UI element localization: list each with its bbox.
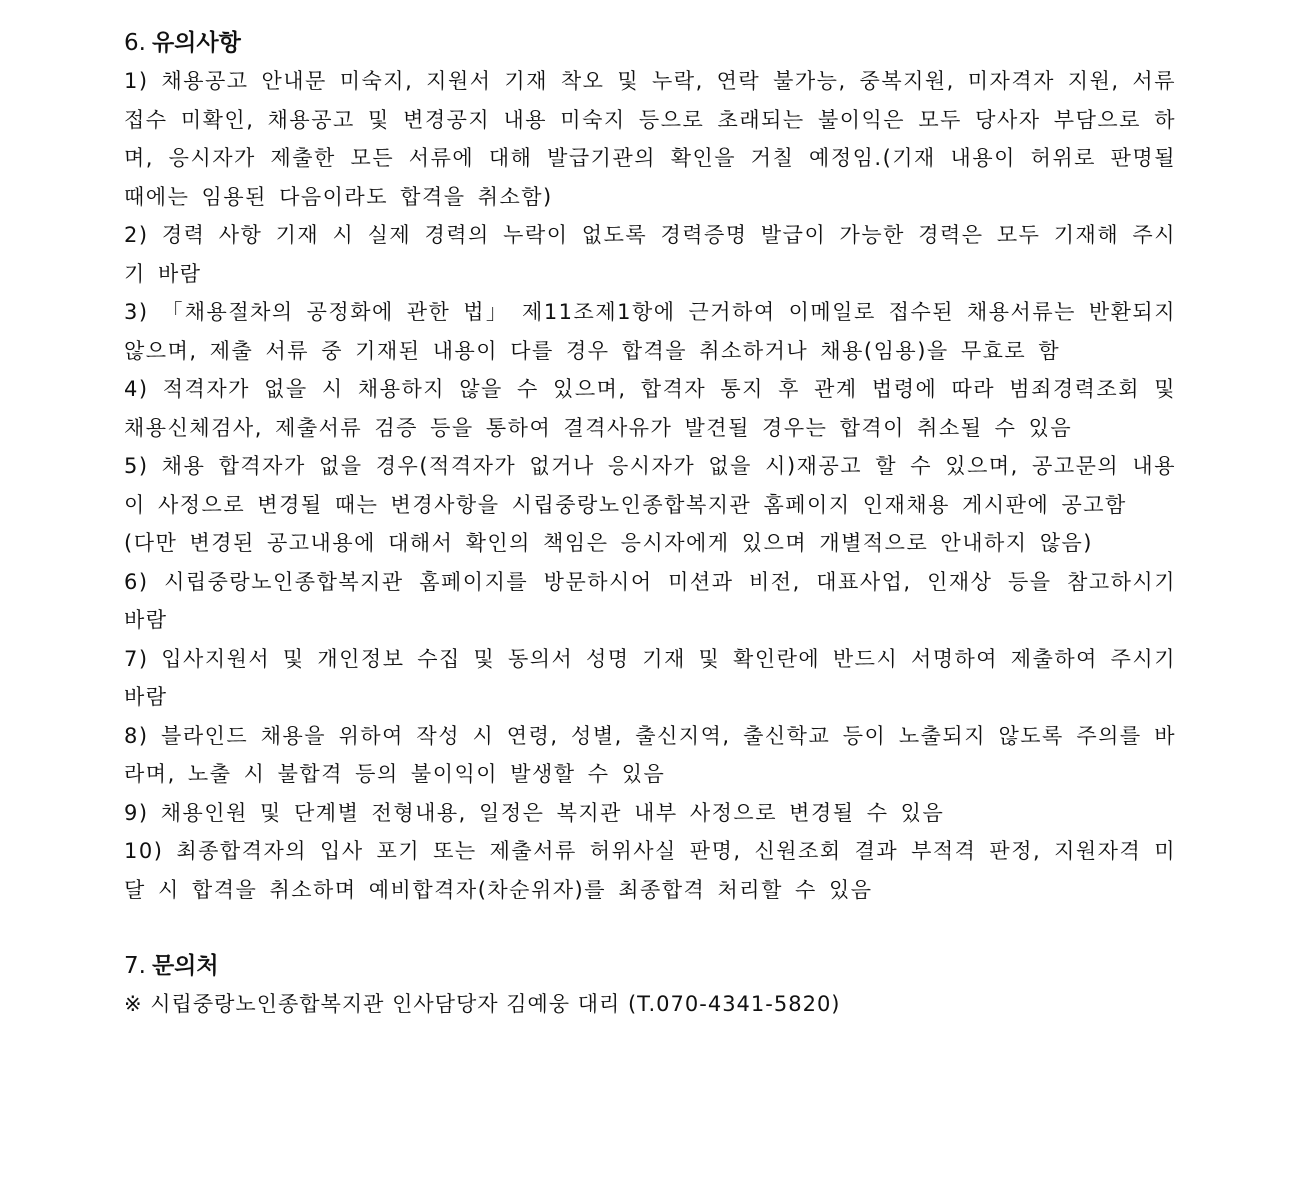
- notice-item-7: 7) 입사지원서 및 개인정보 수집 및 동의서 성명 기재 및 확인란에 반드시 서명하여 제출하여 주시기 바람: [124, 646, 1176, 709]
- notice-item-5-note: (다만 변경된 공고내용에 대해서 확인의 책임은 응시자에게 있으며 개별적으로 안내하지 않음): [124, 531, 1094, 555]
- section-7-number: 7.: [124, 953, 146, 979]
- notice-item-1: 1) 채용공고 안내문 미숙지, 지원서 기재 착오 및 누락, 연락 불가능, 중복지원, 미자격자 지원, 서류 접수 미확인, 채용공고 및 변경공지 내용 미숙지 등으로 초래되는 불이익은 모두 당사자 부담으로 하며, 응시자가 제출한 모든 서류에 대해 발급기관의 확인을 거칠 예정임.(기재 내용이 허위로 판명될 때에는 임용된 다음이라도 합격을 취소함): [124, 69, 1176, 209]
- section-7-title: 문의처: [151, 953, 219, 979]
- section-7-heading: [124, 947, 1176, 985]
- notice-item-8: 8) 블라인드 채용을 위하여 작성 시 연령, 성별, 출신지역, 출신학교 등이 노출되지 않도록 주의를 바라며, 노출 시 불합격 등의 불이익이 발생할 수 있음: [124, 723, 1176, 786]
- section-6-heading: [124, 24, 1176, 62]
- contact-info: ※ 시립중랑노인종합복지관 인사담당자 김예웅 대리 (T.070-4341-5820): [124, 992, 841, 1016]
- section-6-number: 6.: [124, 30, 146, 56]
- notice-item-3: 3) 「채용절차의 공정화에 관한 법」 제11조제1항에 근거하여 이메일로 접수된 채용서류는 반환되지 않으며, 제출 서류 중 기재된 내용이 다를 경우 합격을 취소하거나 채용(임용)을 무효로 함: [124, 300, 1176, 363]
- section-spacer: [124, 909, 1176, 947]
- document-body: [124, 24, 1176, 1023]
- notice-item-9: 9) 채용인원 및 단계별 전형내용, 일정은 복지관 내부 사정으로 변경될 수 있음: [124, 800, 945, 825]
- notice-item-6: 6) 시립중랑노인종합복지관 홈페이지를 방문하시어 미션과 비전, 대표사업, 인재상 등을 참고하시기 바람: [124, 569, 1176, 632]
- notice-item-4: 4) 적격자가 없을 시 채용하지 않을 수 있으며, 합격자 통지 후 관계 법령에 따라 범죄경력조회 및 채용신체검사, 제출서류 검증 등을 통하여 결격사유가 발견될 경우는 합격이 취소될 수 있음: [124, 377, 1176, 440]
- section-6-title: 유의사항: [151, 30, 241, 56]
- notice-item-2: 2) 경력 사항 기재 시 실제 경력의 누락이 없도록 경력증명 발급이 가능한 경력은 모두 기재해 주시기 바람: [124, 223, 1176, 286]
- notice-item-10: 10) 최종합격자의 입사 포기 또는 제출서류 허위사실 판명, 신원조회 결과 부적격 판정, 지원자격 미달 시 합격을 취소하며 예비합격자(차순위자)를 최종합격 처리할 수 있음: [124, 839, 1176, 902]
- notice-item-5: 5) 채용 합격자가 없을 경우(적격자가 없거나 응시자가 없을 시)재공고 할 수 있으며, 공고문의 내용이 사정으로 변경될 때는 변경사항을 시립중랑노인종합복지관 홈페이지 인재채용 게시판에 공고함: [124, 454, 1176, 517]
